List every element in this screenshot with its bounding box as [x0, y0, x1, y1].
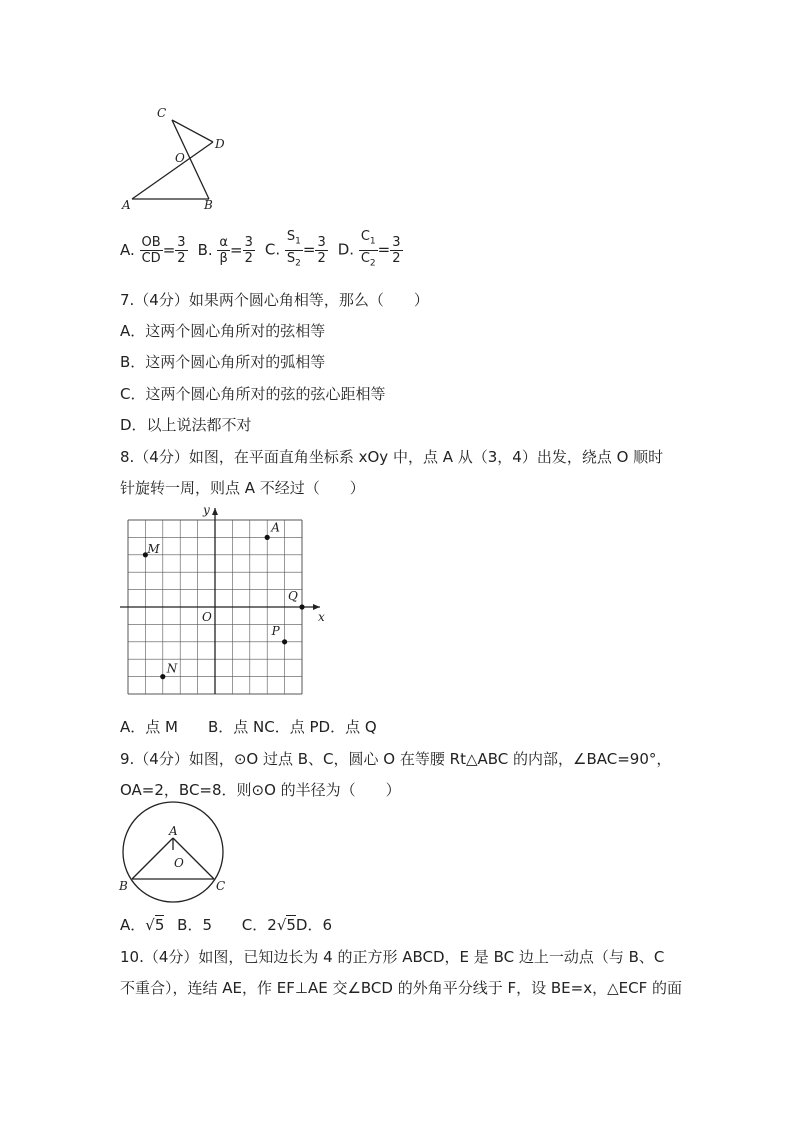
q9-stem-line1: 9.（4分）如图，⊙O 过点 B、C，圆心 O 在等腰 Rt△ABC 的内部，∠BAC=90°，: [120, 750, 672, 768]
q10-line1: 10.（4分）如图，已知边长为 4 的正方形 ABCD，E 是 BC 边上一动点（与 B、C: [120, 948, 665, 966]
point-label-N: N: [166, 661, 178, 676]
q9-option-c[interactable]: C．2√5: [241, 916, 296, 934]
label-B: B: [204, 198, 213, 212]
q9-options: [120, 914, 332, 935]
point-P: [282, 639, 287, 644]
q6-option-d[interactable]: D. $\frac{C_1}{C_2}$ = $\frac{3}{2}$: [337, 228, 401, 269]
q10-line2: 不重合），连结 AE，作 EF⊥AE 交∠BCD 的外角平分线于 F，设 BE=x，△ECF 的面: [120, 979, 682, 997]
origin-label: O: [202, 610, 212, 624]
coordinate-grid-figure: [115, 500, 325, 700]
point-Q: [299, 604, 304, 609]
q8-stem-line2: 针旋转一周，则点 A 不经过（ ）: [120, 479, 365, 497]
axis-label-x: x: [318, 610, 325, 624]
q6-option-b[interactable]: B. $\frac{\alpha}{\beta}$ = $\frac{3}{2}$: [197, 234, 253, 266]
q7-option-c[interactable]: C．这两个圆心角所对的弦的弦心距相等: [120, 385, 386, 403]
q8-answer-options[interactable]: A．点 M B．点 NC．点 PD．点 Q: [120, 718, 377, 736]
label-B: B: [119, 879, 128, 893]
point-A: [265, 535, 270, 540]
q9-option-b[interactable]: B．5: [177, 916, 227, 934]
figure-triangles: [115, 100, 245, 215]
label-C: C: [216, 879, 226, 893]
label-O: O: [174, 856, 184, 870]
q7-option-d[interactable]: D．以上说法都不对: [120, 416, 252, 434]
q9-stem-line2: OA=2，BC=8．则⊙O 的半径为（ ）: [120, 781, 401, 799]
axis-label-y: y: [203, 503, 210, 517]
label-C: C: [157, 106, 167, 120]
point-label-M: M: [147, 541, 160, 556]
label-A: A: [122, 198, 131, 212]
q7-option-b[interactable]: B．这两个圆心角所对的弧相等: [120, 353, 326, 371]
q6-option-c[interactable]: C. $\frac{S_1}{S_2}$ = $\frac{3}{2}$: [264, 228, 326, 269]
circle-triangle-figure: [112, 800, 237, 905]
point-N: [160, 674, 165, 679]
q6-option-a[interactable]: A. $\frac{OB}{CD}$ = $\frac{3}{2}$: [120, 234, 186, 266]
q8-stem-line1: 8.（4分）如图，在平面直角坐标系 xOy 中，点 A 从（3，4）出发，绕点 O 顺时: [120, 448, 664, 466]
point-label-A: A: [271, 520, 280, 535]
label-D: D: [215, 137, 225, 151]
point-label-P: P: [271, 623, 280, 638]
point-label-Q: Q: [288, 589, 298, 603]
q9-option-a[interactable]: A．√5: [120, 916, 165, 934]
q7-option-a[interactable]: A．这两个圆心角所对的弦相等: [120, 322, 326, 340]
label-A: A: [169, 824, 178, 838]
label-O: O: [175, 151, 185, 165]
q7-stem: 7.（4分）如果两个圆心角相等，那么（ ）: [120, 291, 429, 309]
q9-option-d[interactable]: D．6: [295, 916, 333, 934]
q6-options: [120, 228, 403, 269]
y-axis-arrow: [212, 508, 218, 515]
